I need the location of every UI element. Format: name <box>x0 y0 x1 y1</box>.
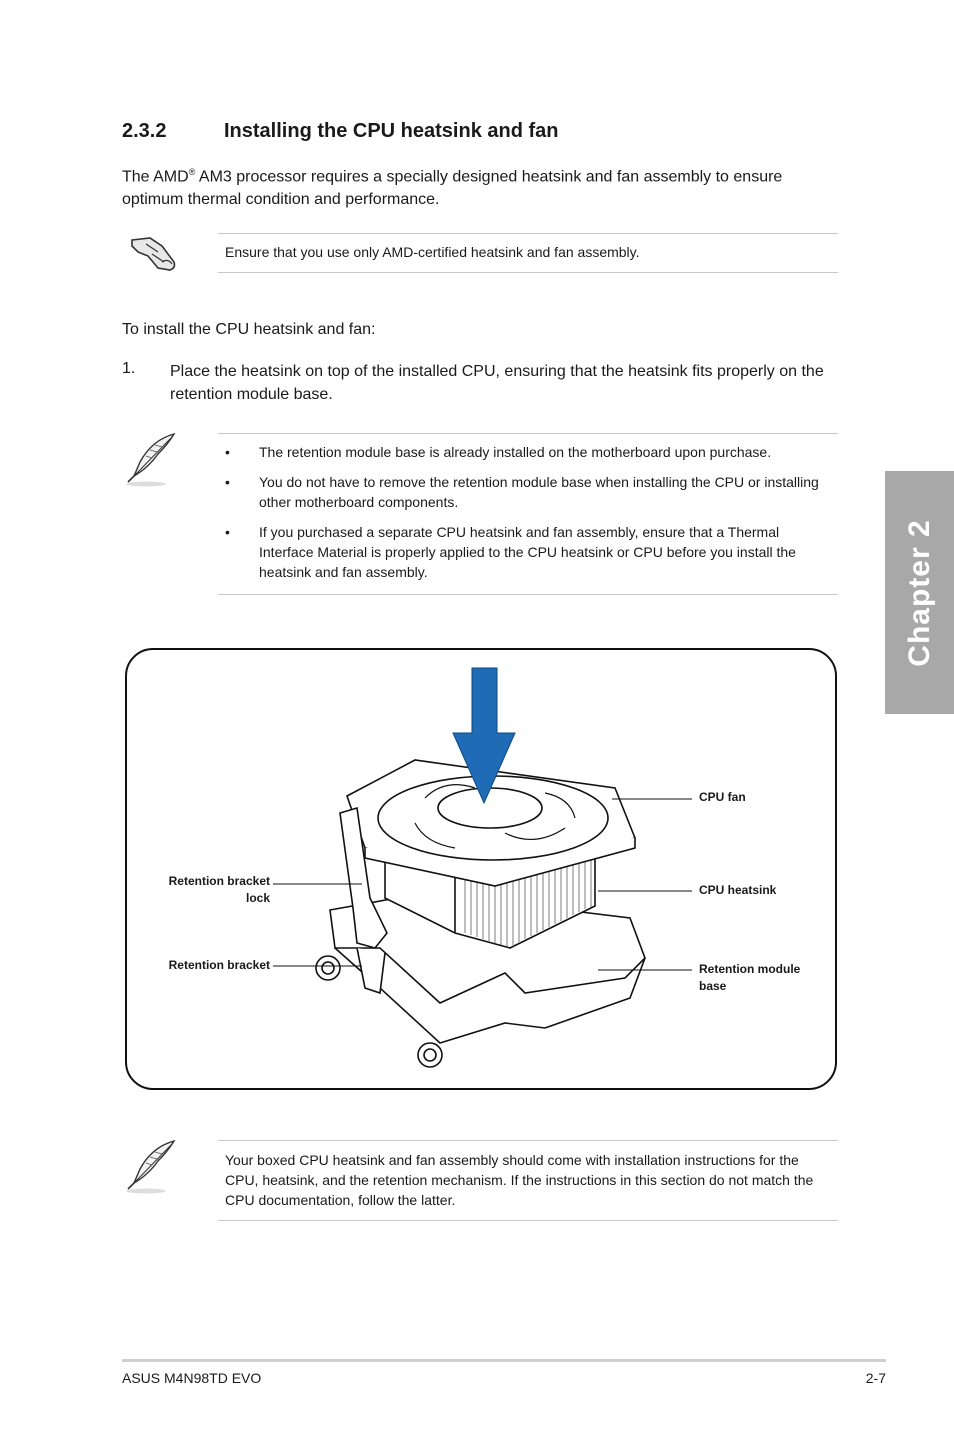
note-item <box>225 472 825 512</box>
note-quill-icon <box>122 432 180 488</box>
final-note-top-rule <box>218 1140 838 1141</box>
chapter-tab <box>885 471 954 714</box>
section-title: Installing the CPU heatsink and fan <box>224 120 559 142</box>
footer-product-name: ASUS M4N98TD EVO <box>122 1370 262 1386</box>
caution-top-rule <box>218 233 838 234</box>
intro-text-start: The AMD <box>122 168 189 186</box>
footer-rule <box>122 1359 886 1362</box>
label-retention-bracket: Retention bracket <box>168 958 270 972</box>
note-quill-icon <box>122 1139 180 1195</box>
final-note-bottom-rule <box>218 1220 838 1221</box>
bullet-icon: • <box>225 474 230 490</box>
registered-mark: ® <box>188 167 196 177</box>
notes-box <box>225 442 825 592</box>
note-text: You do not have to remove the retention module base when installing the CPU or installing other motherboard components. <box>259 474 819 510</box>
label-line: base <box>699 979 727 993</box>
label-line: lock <box>245 891 270 905</box>
label-cpu-heatsink: CPU heatsink <box>699 883 777 897</box>
note-item <box>225 522 825 582</box>
caution-note-text: Ensure that you use only AMD-certified heatsink and fan assembly. <box>225 244 640 260</box>
note-item <box>225 442 825 462</box>
caution-hand-icon <box>128 232 180 274</box>
label-line: Retention bracket <box>168 874 270 888</box>
intro-paragraph <box>122 161 842 211</box>
steps-intro: To install the CPU heatsink and fan: <box>122 321 376 338</box>
label-cpu-fan: CPU fan <box>699 790 746 804</box>
caution-bottom-rule <box>218 272 838 273</box>
bullet-icon: • <box>225 524 230 540</box>
label-line: Retention module <box>699 962 801 976</box>
notes-bottom-rule <box>218 594 838 595</box>
notes-top-rule <box>218 433 838 434</box>
label-retention-bracket-lock <box>140 873 270 907</box>
step-1-number: 1. <box>122 360 136 377</box>
section-heading <box>122 120 559 143</box>
final-note-text: Your boxed CPU heatsink and fan assembly should come with installation instructions for the CPU, heatsink, and the retention mechanism. If the instructions in this section do not match the CPU documentation, follow the latter. <box>225 1152 814 1208</box>
intro-text-end: AM3 processor requires a specially designed heatsink and fan assembly to ensure optimum thermal condition and performance. <box>122 168 783 209</box>
chapter-tab-label: Chapter 2 <box>902 518 936 667</box>
step-1-text: Place the heatsink on top of the installed CPU, ensuring that the heatsink fits properly on the retention module base. <box>170 363 824 403</box>
notes-list <box>225 442 825 582</box>
note-text: If you purchased a separate CPU heatsink and fan assembly, ensure that a Thermal Interface Material is properly applied to the CPU heatsink or CPU before you install the heatsink and fan assembly. <box>259 524 796 580</box>
footer-page-number: 2-7 <box>865 1370 886 1386</box>
bullet-icon: • <box>225 444 230 460</box>
section-number: 2.3.2 <box>122 120 167 142</box>
note-text: The retention module base is already installed on the motherboard upon purchase. <box>259 444 772 460</box>
label-retention-module-base <box>699 961 800 995</box>
heatsink-illustration <box>125 648 837 1090</box>
